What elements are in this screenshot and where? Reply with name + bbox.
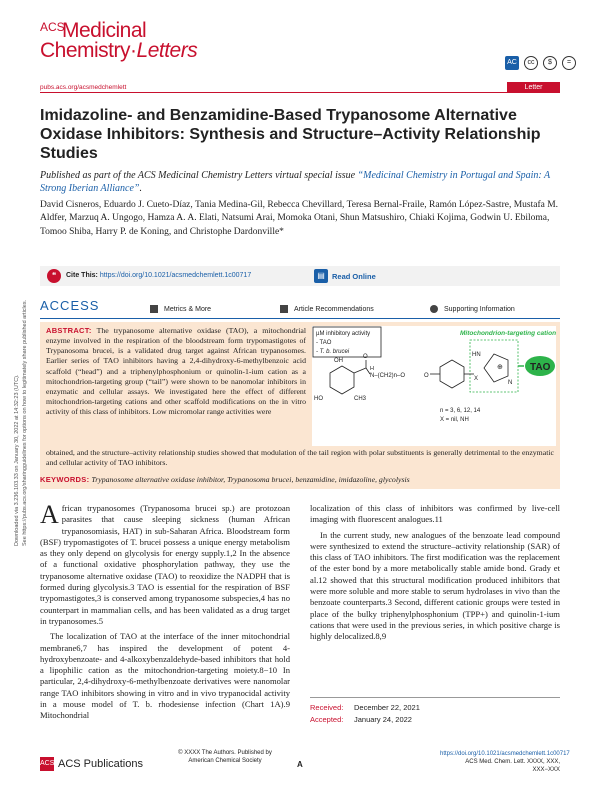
dropcap: A: [40, 500, 59, 529]
metrics-more-button[interactable]: [150, 305, 211, 313]
download-note-line1: Downloaded via 3.236.103.33 on January 30, 2022 at 14:32:23 (UTC).: [14, 374, 20, 546]
acs-authorchoice-icon[interactable]: AC: [505, 56, 519, 70]
chain-label: N–(CH2)n–O: [370, 373, 406, 379]
body-paragraph-1-text: frican trypanosomes (Trypanosoma brucei sp.) are protozoan parasites that cause sleeping sickness (human African trypanosomiasis, HAT) in sub-Saharan Africa. Bloodstream form (BSF) trypomastigotes of T. brucei possess a unique energy metabolism as they only depend on glycolysis for energy supply.1,2 In the absence of a functional oxidative phosphorylation pathway, they use the trypanosome alternative oxidase (TAO) to reoxidize the NADPH that is formed during glycolysis.3 TAO is essential for the respiration of BSF trypomastigotes,3 is conserved among trypanosome subspecies,4 has no counterpart in mammalian cells, and has been validated as a drug target in trypanosomes.5: [40, 503, 290, 626]
special-issue-note: [40, 169, 560, 195]
open-access-icons: [505, 56, 576, 70]
received-label: Received:: [310, 703, 344, 712]
activity-box-title: µM inhibitory activity: [316, 331, 371, 337]
activity-box-item1: - TAO: [316, 340, 332, 346]
journal-logo-prefix: ACS: [40, 20, 65, 34]
keywords-label: KEYWORDS:: [40, 475, 90, 484]
journal-logo-line2-suffix: Letters: [136, 39, 198, 62]
document-icon: [280, 305, 288, 313]
carbonyl-o-label: O: [363, 354, 368, 360]
supporting-info-icon: [430, 305, 438, 313]
footer-doi-link[interactable]: https://doi.org/10.1021/acsmedchemlett.1c00717: [440, 751, 570, 757]
hn-label: HN: [472, 352, 481, 358]
special-issue-suffix: .: [139, 183, 142, 194]
bar-chart-icon: [150, 305, 158, 313]
article-title: Imidazoline- and Benzamidine-Based Trypanosome Alternative Oxidase Inhibitors: Synthesis and Structure–Activity Relationship Studies: [40, 107, 541, 162]
download-side-note: [4, 246, 38, 546]
n-label: N: [508, 380, 513, 386]
phenyl-ring-right: [440, 360, 464, 388]
article-dates: [310, 702, 560, 726]
supporting-information-button[interactable]: [430, 305, 515, 313]
read-online-icon[interactable]: ▤: [314, 269, 328, 283]
article-type-badge: Letter: [507, 82, 560, 93]
recommendations-label: Article Recommendations: [294, 305, 374, 313]
cite-text: [66, 272, 251, 279]
abstract-narrow-text: The trypanosome alternative oxidase (TAO), a mitochondrial enzyme involved in the respiration of the bloodstream form trypomastigotes of Trypanosoma brucei, is a validated drug target against African trypanosomes. Earlier series of TAO inhibitors having a 2,4-dihydroxy-6-methylbenzoic acid scaffold (“head”) and a triphenylphosphonium or quinolin-1-ium cation as a mitochondrion-targeting group (“tail”) were shown to be nanomolar inhibitors in enzymatic and cellular assays. We investigated here the effect of different mitochondrion-targeting cations and other scaffold modifications on the in vitro activity of this class of inhibitors. Low micromolar range activities were: [46, 326, 306, 417]
ch3-label: CH3: [354, 396, 367, 402]
special-issue-link[interactable]: “Medicinal Chemistry in Portugal and Spain: A Strong Iberian Alliance”: [40, 170, 550, 194]
body-right-paragraph-1: localization of this class of inhibitors was confirmed by live-cell imaging with fluorescent analogues.11: [310, 503, 560, 525]
metrics-label: Metrics & More: [164, 305, 212, 313]
cc-license-icon[interactable]: cc: [524, 56, 538, 70]
x-label: X: [474, 376, 479, 382]
publisher-name: ACS Publications: [58, 757, 143, 770]
body-right-paragraph-2: In the current study, new analogues of the benzoate lead compound were synthesized to extend the structure–activity relationship (SAR) of this class of TAO inhibitors. The first modification was the replacement of the ester bond by a more metabolically stable amide bond. Grady et al.12 showed that this structural modification produced inhibitors that were more soluble and more stable to serum hydrolases in vivo than the benzoate counterparts.3 Second, different cationic groups were tested in place of the bulky triphenylphosphonium (TPP+) and quinolin-1-ium cations that were used in the previous series, in which positive charge is highly delocalized.8,9: [310, 529, 560, 642]
imidazoline-ring: [484, 354, 508, 382]
article-recommendations-button[interactable]: [280, 305, 374, 313]
download-note-line2[interactable]: See https://pubs.acs.org/sharingguidelines for options on how to legitimately share published articles.: [22, 299, 28, 546]
dates-divider: [310, 697, 560, 698]
journal-logo-line1: Medicinal: [62, 19, 147, 42]
read-online-button[interactable]: Read Online: [332, 272, 376, 281]
access-divider: [40, 318, 560, 319]
pubs-url-link[interactable]: pubs.acs.org/acsmedchemlett: [40, 84, 127, 91]
accepted-label: Accepted:: [310, 715, 344, 724]
abstract-text-full: obtained, and the structure–activity relationship studies showed that modulation of the tail region with polar substituents is generally detrimental to the enzymatic and cellular activity of TAO inhibitors.: [46, 448, 554, 468]
cite-icon[interactable]: ❝: [47, 269, 61, 283]
toc-graphic: [312, 326, 556, 446]
benzamide-ring: [330, 366, 354, 394]
received-row: [310, 702, 560, 714]
accepted-date: January 24, 2022: [354, 715, 412, 724]
doi-link[interactable]: https://doi.org/10.1021/acsmedchemlett.1c00717: [99, 272, 252, 279]
footer-doi: [440, 750, 570, 774]
noncommercial-icon[interactable]: $: [543, 56, 557, 70]
journal-logo-line2-text: Chemistry: [40, 39, 131, 62]
acs-publications-logo: [40, 757, 143, 771]
plus-charge: ⊕: [497, 364, 503, 371]
n-values-label: n = 3, 6, 12, 14: [440, 408, 481, 414]
abstract-text: [46, 326, 306, 417]
author-list: David Cisneros, Eduardo J. Cueto-Díaz, Tania Medina-Gil, Rebecca Chevillard, Teresa Bernal-Fraile, Ramón López-Sastre, Mustafa M. Aldfer, Marzuq A. Ungogo, Hamza A. A. Elati, Natsumi Arai, Momoka Otani, Shun Matsushiro, Chiaki Kojima, Godwin U. Ebiloma, Tomoo Shiba, Harry P. de Koning, and Christophe Dardonville*: [40, 200, 559, 237]
footer-citation: ACS Med. Chem. Lett. XXXX, XXX, XXX−XXX: [465, 759, 560, 773]
tao-label: TAO: [530, 362, 551, 373]
received-date: December 22, 2021: [354, 703, 420, 712]
body-paragraph-1: [40, 500, 290, 627]
keywords-text: Trypanosome alternative oxidase inhibitor, Trypanosoma brucei, benzamidine, imidazoline, glycolysis: [91, 475, 410, 484]
cite-label: Cite This:: [66, 272, 98, 279]
body-right-column: [310, 503, 560, 647]
page-number: A: [297, 760, 303, 769]
oh-label: OH: [334, 358, 343, 364]
journal-logo-line2: Chemistry·Letters: [40, 39, 198, 62]
body-paragraph-2: The localization of TAO at the interface of the inner mitochondrial membrane6,7 has inspired the development of potent 4-hydroxybenzoate- and 4-alkoxybenzaldehyde-based inhibitors that hold a lipophilic cation as the mitochondrion-targeting moiety.8−10 In particular, 2,4-dihydroxy-6-methylbenzoate derivatives were nanomolar range TAO inhibitors showing in vitro and in vivo trypanocidal activity in a mouse model of T. b. rhodesiense infection (Chart 1A).9 Mitochondrial: [40, 631, 290, 721]
noderivatives-icon[interactable]: =: [562, 56, 576, 70]
special-issue-prefix: Published as part of the ACS Medicinal Chemistry Letters virtual special issue: [40, 170, 358, 181]
cation-label: Mitochondrion-targeting cation: [460, 330, 556, 337]
x-values-label: X = nil, NH: [440, 417, 469, 423]
access-label: ACCESS: [40, 298, 100, 313]
accepted-row: [310, 714, 560, 726]
keywords: [40, 475, 560, 484]
abstract-label: ABSTRACT:: [46, 326, 92, 335]
amide-h-label: H: [370, 366, 374, 372]
copyright-notice: © XXXX The Authors. Published by American Chemical Society: [178, 750, 272, 764]
o-ether-label: O: [424, 373, 429, 379]
activity-box-item2: - T. b. brucei: [316, 349, 350, 355]
body-left-column: [40, 500, 290, 726]
toc-graphic-svg: [312, 326, 556, 446]
ho-label: HO: [314, 396, 323, 402]
header-divider: [40, 92, 560, 93]
acs-logo-icon: ACS: [40, 757, 54, 771]
supporting-label: Supporting Information: [444, 305, 515, 313]
